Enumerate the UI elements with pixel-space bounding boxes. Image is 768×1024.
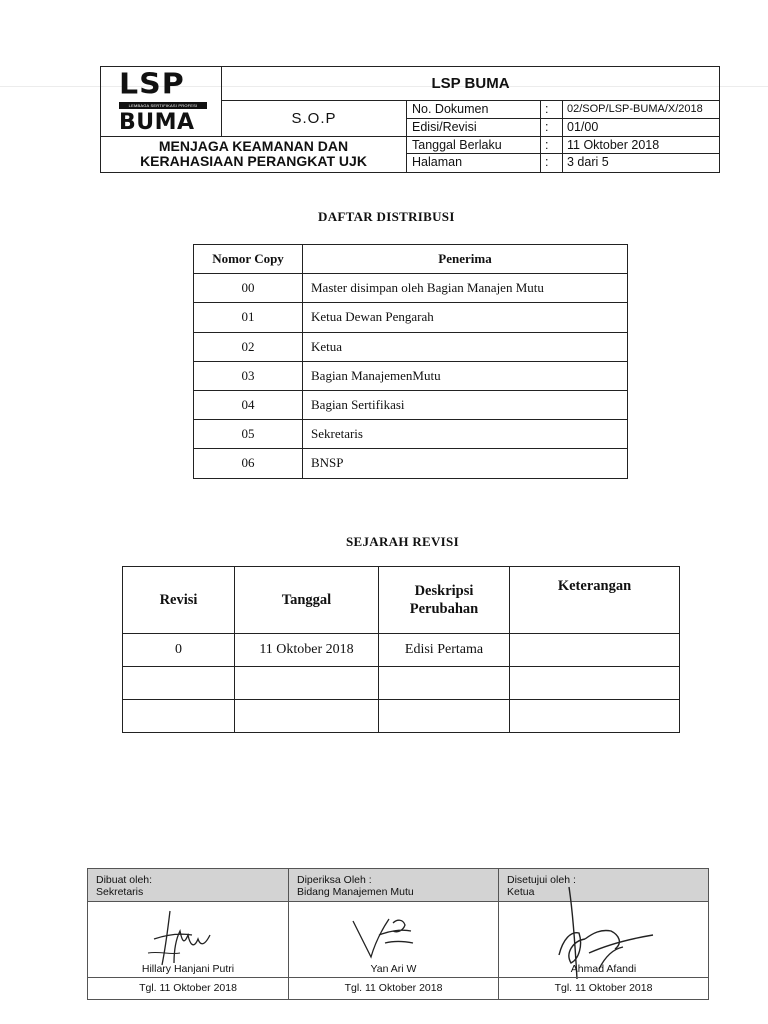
keterangan-cell [510,700,680,733]
recipient: Bagian Sertifikasi [303,390,628,419]
signature-date: Tgl. 11 Oktober 2018 [289,977,498,999]
meta-row [407,119,719,137]
meta-value: 02/SOP/LSP-BUMA/X/2018 [567,103,703,115]
signature-column-dibuat [88,869,288,999]
col-header-revisi: Revisi [123,567,235,634]
copy-number: 04 [194,390,303,419]
signatory-name: Hillary Hanjani Putri [141,963,235,975]
signature-role: Dibuat oleh: [96,874,153,886]
revisi-cell [123,667,235,700]
keterangan-cell [510,634,680,667]
table-row [194,449,628,478]
meta-row [407,101,719,119]
table-row [123,667,680,700]
recipient: Ketua Dewan Pengarah [303,303,628,332]
signatory-name: Yan Ari W [370,963,417,975]
document-header [100,66,720,173]
deskripsi-cell: Edisi Pertama [379,634,510,667]
meta-colon: : [545,119,549,134]
revisi-cell [123,700,235,733]
meta-colon: : [545,102,549,116]
header-sop: S.O.P [222,101,407,137]
signature-column-disetujui [498,869,708,999]
handwritten-signature-icon [349,913,429,963]
table-row [194,332,628,361]
recipient: Sekretaris [303,420,628,449]
copy-number: 05 [194,420,303,449]
revision-table [122,566,680,733]
copy-number: 01 [194,303,303,332]
signature-position: Sekretaris [96,886,144,898]
tanggal-cell [235,667,379,700]
tanggal-cell: 11 Oktober 2018 [235,634,379,667]
deskripsi-cell [379,667,510,700]
signature-column-diperiksa [288,869,498,999]
meta-label: No. Dokumen [412,102,489,116]
signature-block [87,868,709,1000]
handwritten-signature-icon [140,905,220,969]
tanggal-cell [235,700,379,733]
meta-colon: : [545,137,549,152]
col-header-deskripsi [379,567,510,634]
meta-label: Tanggal Berlaku [412,137,502,152]
signature-date: Tgl. 11 Oktober 2018 [88,977,288,999]
meta-row [407,154,719,172]
subject-line-1: MENJAGA KEAMANAN DAN [158,138,349,154]
header-subject [101,137,407,172]
col-header-no: Nomor Copy [194,245,303,274]
signature-head [289,869,498,902]
meta-value: 11 Oktober 2018 [567,137,660,152]
recipient: Bagian ManajemenMutu [303,361,628,390]
table-row [194,420,628,449]
signature-date: Tgl. 11 Oktober 2018 [499,977,708,999]
logo-tagline: LEMBAGA SERTIFIKASI PROFESI [119,102,207,109]
meta-value: 3 dari 5 [567,155,609,170]
table-header-row [123,567,680,634]
header-title: LSP BUMA [222,67,719,101]
col-header-recipient: Penerima [303,245,628,274]
distribution-title: DAFTAR DISTRIBUSI [318,209,455,224]
signature-position: Bidang Manajemen Mutu [297,886,414,898]
table-row [123,700,680,733]
meta-value: 01/00 [567,119,599,134]
table-header-row [194,245,628,274]
meta-colon: : [545,155,549,170]
keterangan-cell [510,667,680,700]
signature-role: Diperiksa Oleh : [297,874,372,886]
meta-row [407,137,719,155]
table-row [194,303,628,332]
table-row [194,390,628,419]
distribution-table [193,244,628,479]
lsp-buma-logo [101,67,222,137]
col-header-deskripsi-line2: Perubahan [409,601,479,617]
recipient: Master disimpan oleh Bagian Manajen Mutu [303,274,628,303]
col-header-deskripsi-line1: Deskripsi [414,583,474,599]
table-row [194,274,628,303]
revision-title: SEJARAH REVISI [346,534,459,549]
col-header-keterangan: Keterangan [510,567,680,634]
signature-position: Ketua [507,886,535,898]
table-row [123,634,680,667]
copy-number: 00 [194,274,303,303]
signatory-name: Ahmad Afandi [570,963,637,975]
revisi-cell: 0 [123,634,235,667]
subject-line-2: KERAHASIAAN PERANGKAT UJK [140,153,367,169]
recipient: BNSP [303,449,628,478]
copy-number: 02 [194,332,303,361]
copy-number: 03 [194,361,303,390]
col-header-tanggal: Tanggal [235,567,379,634]
signature-head [88,869,288,902]
signature-role: Disetujui oleh : [507,874,576,886]
deskripsi-cell [379,700,510,733]
meta-label: Edisi/Revisi [412,119,477,134]
header-meta [407,101,719,172]
logo-buma-text: BUMA [119,110,195,135]
meta-label: Halaman [412,155,463,170]
recipient: Ketua [303,332,628,361]
copy-number: 06 [194,449,303,478]
table-row [194,361,628,390]
logo-lsp-text: LSP [119,67,185,102]
